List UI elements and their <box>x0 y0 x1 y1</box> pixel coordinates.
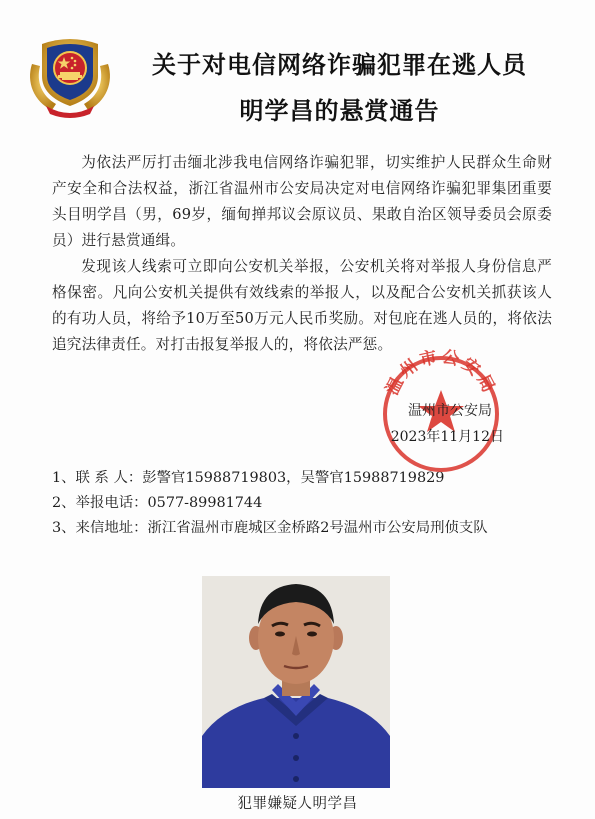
contact-item-3 <box>0 516 562 541</box>
suspect-portrait-icon <box>202 576 390 788</box>
contact-item-2 <box>52 491 562 516</box>
contact-item-2-num: 2、 <box>52 495 76 511</box>
contact-item-2-label: 举报电话： <box>75 495 148 511</box>
contact-item-1-value: 彭警官15988719803，吴警官15988719829 <box>142 470 445 486</box>
photo-caption: 犯罪嫌疑人明学昌 <box>237 796 358 812</box>
title-line-1: 关于对电信网络诈骗犯罪在逃人员 <box>152 51 527 79</box>
contact-item-2-value: 0577-89981744 <box>147 495 263 511</box>
contact-item-3-label: 来信地址： <box>75 520 148 536</box>
police-emblem-icon <box>22 30 118 120</box>
issuer-org: 温州市公安局 <box>408 403 492 419</box>
notice-body <box>52 150 552 358</box>
title-line-2: 明学昌的悬赏通告 <box>239 97 440 125</box>
body-paragraph-2: 发现该人线索可立即向公安机关举报，公安机关将对举报人身份信息严格保密。凡向公安机关提供有效线索的举报人，以及配合公安机关抓获该人的有功人员，将给予10万至50万元人民币奖励。对包庇在逃人员的，将依法追究法律责任。对打击报复举报人的，将依法严惩。 <box>52 258 552 353</box>
issue-date: 2023年11月12日 <box>390 429 504 445</box>
contact-item-1-num: 1、 <box>52 470 76 486</box>
suspect-photo <box>202 576 390 788</box>
body-paragraph-1: 为依法严厉打击缅北涉我电信网络诈骗犯罪，切实维护人民群众生命财产安全和合法权益，浙江省温州市公安局决定对电信网络诈骗犯罪集团重要头目明学昌（男，69岁，缅甸掸邦议会原议员、果敢自治区领导委员会原委员）进行悬赏通缉。 <box>52 154 552 249</box>
contact-item-1-label: 联 系 人： <box>75 470 143 486</box>
notice-title <box>112 42 567 134</box>
seal-text: 温州市公安局 <box>382 346 500 399</box>
issuer-block <box>364 398 504 450</box>
contact-item-3-value: 浙江省温州市鹿城区金桥路2号温州市公安局刑侦支队 <box>147 520 488 536</box>
contact-item-3-num: 3、 <box>52 520 76 536</box>
